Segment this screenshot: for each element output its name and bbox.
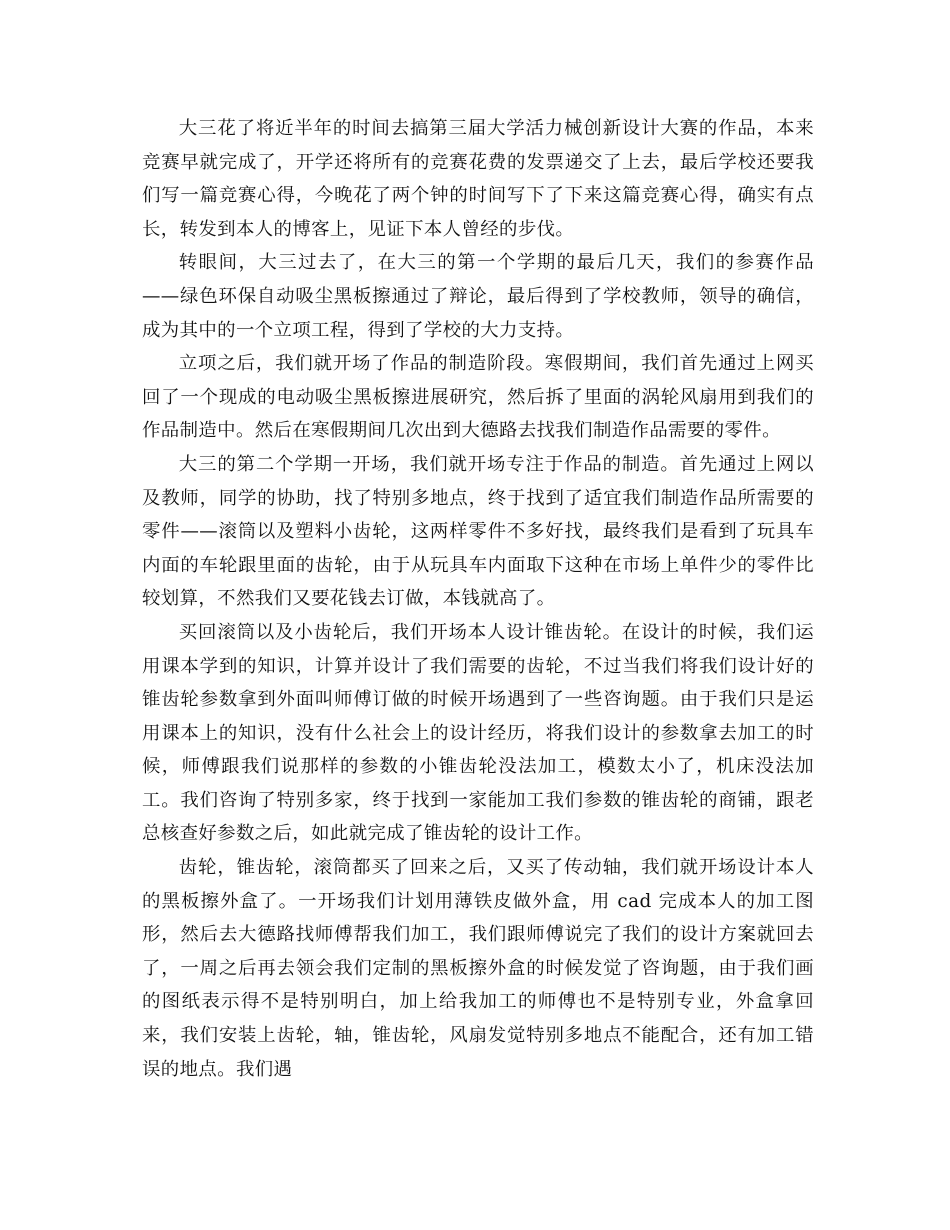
document-body [142, 112, 814, 1086]
paragraph-4: 大三的第二个学期一开场，我们就开场专注于作品的制造。首先通过上网以及教师，同学的协助，找了特别多地点，终于找到了适宜我们制造作品所需要的零件——滚筒以及塑料小齿轮，这两样零件不多好找，最终我们是看到了玩具车内面的车轮跟里面的齿轮，由于从玩具车内面取下这种在市场上单件少的零件比较划算，不然我们又要花钱去订做，本钱就高了。 [142, 453, 814, 610]
paragraph-2: 转眼间，大三过去了，在大三的第一个学期的最后几天，我们的参赛作品——绿色环保自动吸尘黑板擦通过了辩论，最后得到了学校教师，领导的确信，成为其中的一个立项工程，得到了学校的大力支持。 [142, 252, 814, 341]
paragraph-6: 齿轮，锥齿轮，滚筒都买了回来之后，又买了传动轴，我们就开场设计本人的黑板擦外盒了。一开场我们计划用薄铁皮做外盒，用 cad 完成本人的加工图形，然后去大德路找师傅帮我们加工，我们跟师傅说完了我们的设计方案就回去了，一周之后再去领会我们定制的黑板擦外盒的时候发觉了咨询题，由于我们画的图纸表示得不是特别明白，加上给我加工的师傅也不是特别专业，外盒拿回来，我们安装上齿轮，轴，锥齿轮，风扇发觉特别多地点不能配合，还有加工错误的地点。我们遇 [142, 857, 814, 1080]
paragraph-1: 大三花了将近半年的时间去搞第三届大学活力械创新设计大赛的作品，本来竞赛早就完成了，开学还将所有的竞赛花费的发票递交了上去，最后学校还要我们写一篇竞赛心得，今晚花了两个钟的时间写下了下来这篇竞赛心得，确实有点长，转发到本人的博客上，见证下本人曾经的步伐。 [142, 118, 814, 240]
paragraph-3: 立项之后，我们就开场了作品的制造阶段。寒假期间，我们首先通过上网买回了一个现成的电动吸尘黑板擦进展研究，然后拆了里面的涡轮风扇用到我们的作品制造中。然后在寒假期间几次出到大德路去找我们制造作品需要的零件。 [142, 353, 814, 442]
paragraph-5: 买回滚筒以及小齿轮后，我们开场本人设计锥齿轮。在设计的时候，我们运用课本学到的知识，计算并设计了我们需要的齿轮，不过当我们将我们设计好的锥齿轮参数拿到外面叫师傅订做的时候开场遇到了一些咨询题。由于我们只是运用课本上的知识，没有什么社会上的设计经历，将我们设计的参数拿去加工的时候，师傅跟我们说那样的参数的小锥齿轮没法加工，模数太小了，机床没法加工。我们咨询了特别多家，终于找到一家能加工我们参数的锥齿轮的商铺，跟老总核查好参数之后，如此就完成了锥齿轮的设计工作。 [142, 621, 814, 845]
